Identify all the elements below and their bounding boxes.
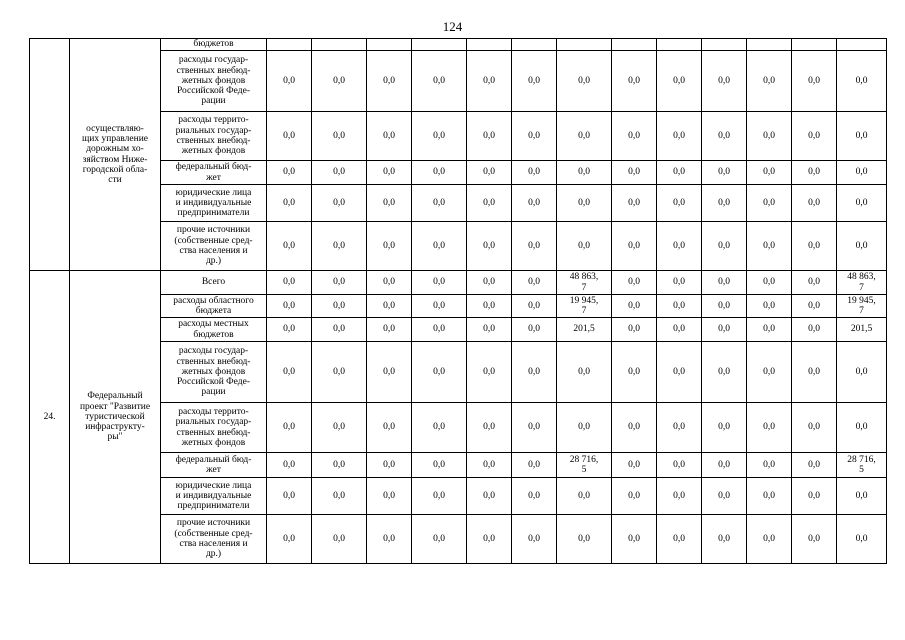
row-number-cell	[30, 39, 70, 271]
value-cell: 0,0	[747, 271, 792, 295]
value-cell: 28 716, 5	[557, 453, 612, 478]
value-cell: 0,0	[267, 112, 312, 161]
value-cell: 0,0	[412, 222, 467, 271]
value-cell: 0,0	[267, 185, 312, 222]
value-cell: 0,0	[312, 478, 367, 515]
value-cell: 0,0	[612, 515, 657, 564]
value-cell	[612, 39, 657, 51]
value-cell: 0,0	[612, 403, 657, 453]
value-cell: 0,0	[367, 185, 412, 222]
value-cell: 0,0	[612, 453, 657, 478]
value-cell: 0,0	[702, 185, 747, 222]
value-cell: 0,0	[312, 185, 367, 222]
value-cell: 0,0	[792, 478, 837, 515]
value-cell: 0,0	[657, 295, 702, 318]
value-cell	[312, 39, 367, 51]
value-cell: 0,0	[312, 271, 367, 295]
funding-source-cell: юридические лица и индивидуальные предприниматели	[161, 478, 267, 515]
value-cell: 0,0	[792, 318, 837, 342]
value-cell: 0,0	[367, 271, 412, 295]
value-cell: 0,0	[792, 271, 837, 295]
value-cell: 0,0	[412, 51, 467, 112]
value-cell: 0,0	[412, 318, 467, 342]
value-cell: 0,0	[312, 515, 367, 564]
value-cell: 0,0	[312, 403, 367, 453]
value-cell: 0,0	[267, 222, 312, 271]
description-cell: Федеральный проект "Развитие туристической инфраструкту- ры"	[70, 271, 161, 564]
value-cell: 0,0	[267, 478, 312, 515]
value-cell: 0,0	[747, 403, 792, 453]
value-cell	[837, 39, 887, 51]
value-cell: 0,0	[557, 51, 612, 112]
value-cell: 0,0	[412, 112, 467, 161]
funding-source-cell: Всего	[161, 271, 267, 295]
value-cell: 0,0	[512, 318, 557, 342]
value-cell: 0,0	[837, 403, 887, 453]
value-cell: 0,0	[792, 161, 837, 185]
value-cell: 0,0	[747, 295, 792, 318]
value-cell: 201,5	[557, 318, 612, 342]
value-cell: 0,0	[612, 112, 657, 161]
value-cell: 0,0	[702, 222, 747, 271]
value-cell: 0,0	[612, 271, 657, 295]
value-cell: 0,0	[367, 295, 412, 318]
value-cell: 0,0	[837, 112, 887, 161]
value-cell	[412, 39, 467, 51]
value-cell: 0,0	[792, 403, 837, 453]
value-cell: 0,0	[747, 112, 792, 161]
value-cell: 0,0	[557, 515, 612, 564]
value-cell	[512, 39, 557, 51]
value-cell: 0,0	[792, 295, 837, 318]
value-cell: 0,0	[792, 515, 837, 564]
value-cell: 0,0	[467, 161, 512, 185]
value-cell: 0,0	[512, 222, 557, 271]
value-cell: 0,0	[467, 515, 512, 564]
funding-source-cell: федеральный бюд- жет	[161, 453, 267, 478]
value-cell: 0,0	[657, 112, 702, 161]
value-cell: 0,0	[792, 342, 837, 403]
value-cell: 0,0	[312, 112, 367, 161]
value-cell: 19 945, 7	[837, 295, 887, 318]
value-cell: 0,0	[312, 161, 367, 185]
value-cell: 0,0	[312, 342, 367, 403]
value-cell: 0,0	[467, 185, 512, 222]
value-cell: 0,0	[367, 51, 412, 112]
value-cell: 0,0	[367, 478, 412, 515]
value-cell: 0,0	[702, 112, 747, 161]
value-cell: 0,0	[792, 453, 837, 478]
value-cell: 0,0	[792, 112, 837, 161]
value-cell: 0,0	[702, 295, 747, 318]
value-cell: 0,0	[412, 403, 467, 453]
value-cell: 0,0	[747, 161, 792, 185]
value-cell: 0,0	[412, 515, 467, 564]
value-cell	[367, 39, 412, 51]
value-cell: 0,0	[657, 403, 702, 453]
funding-source-cell: расходы террито- риальных государ- ственных внебюд- жетных фондов	[161, 112, 267, 161]
funding-source-cell: прочие источники (собственные сред- ства населения и др.)	[161, 222, 267, 271]
value-cell: 0,0	[837, 161, 887, 185]
value-cell: 0,0	[557, 161, 612, 185]
value-cell: 0,0	[512, 271, 557, 295]
value-cell: 0,0	[467, 112, 512, 161]
value-cell: 0,0	[837, 51, 887, 112]
value-cell: 0,0	[747, 342, 792, 403]
value-cell	[792, 39, 837, 51]
value-cell: 0,0	[657, 515, 702, 564]
value-cell: 0,0	[367, 161, 412, 185]
value-cell: 0,0	[657, 271, 702, 295]
value-cell: 201,5	[837, 318, 887, 342]
value-cell: 0,0	[267, 515, 312, 564]
value-cell: 0,0	[747, 222, 792, 271]
value-cell	[467, 39, 512, 51]
value-cell	[267, 39, 312, 51]
value-cell: 0,0	[412, 478, 467, 515]
value-cell: 0,0	[657, 51, 702, 112]
value-cell: 0,0	[702, 515, 747, 564]
value-cell: 0,0	[657, 453, 702, 478]
value-cell: 0,0	[612, 51, 657, 112]
value-cell: 0,0	[747, 515, 792, 564]
row-number-cell: 24.	[30, 271, 70, 564]
funding-source-cell: расходы государ- ственных внебюд- жетных фондов Российской Феде- рации	[161, 51, 267, 112]
value-cell: 0,0	[367, 515, 412, 564]
value-cell: 0,0	[512, 342, 557, 403]
value-cell: 0,0	[702, 318, 747, 342]
value-cell: 0,0	[412, 342, 467, 403]
value-cell: 0,0	[837, 222, 887, 271]
value-cell: 0,0	[702, 161, 747, 185]
value-cell: 0,0	[412, 295, 467, 318]
value-cell: 0,0	[267, 453, 312, 478]
value-cell: 0,0	[612, 161, 657, 185]
value-cell: 0,0	[557, 478, 612, 515]
value-cell: 0,0	[367, 318, 412, 342]
page-number: 124	[442, 19, 463, 34]
value-cell: 0,0	[747, 478, 792, 515]
value-cell: 0,0	[267, 271, 312, 295]
value-cell: 0,0	[467, 403, 512, 453]
value-cell: 0,0	[267, 403, 312, 453]
value-cell	[557, 39, 612, 51]
value-cell: 48 863, 7	[837, 271, 887, 295]
value-cell: 0,0	[792, 222, 837, 271]
value-cell: 0,0	[512, 515, 557, 564]
value-cell: 0,0	[557, 222, 612, 271]
value-cell: 0,0	[512, 403, 557, 453]
value-cell: 0,0	[612, 222, 657, 271]
value-cell: 0,0	[367, 112, 412, 161]
value-cell: 48 863, 7	[557, 271, 612, 295]
funding-source-cell: расходы террито- риальных государ- ственных внебюд- жетных фондов	[161, 403, 267, 453]
value-cell: 0,0	[612, 185, 657, 222]
value-cell: 0,0	[312, 318, 367, 342]
value-cell: 0,0	[702, 342, 747, 403]
value-cell: 0,0	[837, 515, 887, 564]
value-cell: 0,0	[612, 478, 657, 515]
value-cell: 0,0	[267, 295, 312, 318]
value-cell: 0,0	[412, 161, 467, 185]
value-cell: 0,0	[792, 185, 837, 222]
value-cell: 0,0	[702, 453, 747, 478]
value-cell	[702, 39, 747, 51]
value-cell: 0,0	[467, 453, 512, 478]
value-cell: 0,0	[837, 185, 887, 222]
value-cell: 0,0	[702, 51, 747, 112]
value-cell: 19 945, 7	[557, 295, 612, 318]
value-cell	[657, 39, 702, 51]
value-cell: 0,0	[467, 222, 512, 271]
value-cell: 0,0	[612, 318, 657, 342]
value-cell: 0,0	[512, 185, 557, 222]
value-cell: 0,0	[467, 318, 512, 342]
value-cell: 0,0	[657, 342, 702, 403]
value-cell: 0,0	[467, 271, 512, 295]
value-cell: 0,0	[312, 453, 367, 478]
value-cell: 0,0	[657, 185, 702, 222]
value-cell: 0,0	[412, 271, 467, 295]
value-cell: 0,0	[367, 342, 412, 403]
value-cell: 0,0	[412, 453, 467, 478]
value-cell: 0,0	[612, 342, 657, 403]
value-cell: 0,0	[837, 342, 887, 403]
value-cell: 0,0	[267, 161, 312, 185]
value-cell: 0,0	[557, 342, 612, 403]
value-cell: 0,0	[747, 453, 792, 478]
value-cell: 0,0	[512, 295, 557, 318]
value-cell: 0,0	[657, 161, 702, 185]
table-row	[30, 271, 887, 295]
value-cell: 0,0	[467, 51, 512, 112]
value-cell: 0,0	[557, 403, 612, 453]
value-cell: 0,0	[267, 342, 312, 403]
value-cell: 0,0	[512, 161, 557, 185]
value-cell: 0,0	[512, 51, 557, 112]
value-cell: 0,0	[612, 295, 657, 318]
table-body	[30, 39, 887, 564]
value-cell: 0,0	[267, 318, 312, 342]
value-cell: 0,0	[837, 478, 887, 515]
table-row	[30, 39, 887, 51]
value-cell: 0,0	[512, 453, 557, 478]
value-cell: 0,0	[557, 185, 612, 222]
value-cell: 0,0	[467, 478, 512, 515]
value-cell: 0,0	[747, 51, 792, 112]
value-cell: 0,0	[657, 222, 702, 271]
funding-source-cell: расходы местных бюджетов	[161, 318, 267, 342]
funding-source-cell: прочие источники (собственные сред- ства населения и др.)	[161, 515, 267, 564]
value-cell: 0,0	[312, 222, 367, 271]
funding-source-cell: юридические лица и индивидуальные предприниматели	[161, 185, 267, 222]
value-cell	[747, 39, 792, 51]
value-cell: 0,0	[312, 51, 367, 112]
value-cell: 0,0	[467, 342, 512, 403]
value-cell: 0,0	[312, 295, 367, 318]
value-cell: 0,0	[267, 51, 312, 112]
funding-source-cell: федеральный бюд- жет	[161, 161, 267, 185]
value-cell: 28 716, 5	[837, 453, 887, 478]
value-cell: 0,0	[747, 318, 792, 342]
funding-source-cell: бюджетов	[161, 39, 267, 51]
value-cell: 0,0	[412, 185, 467, 222]
value-cell: 0,0	[657, 478, 702, 515]
value-cell: 0,0	[467, 295, 512, 318]
funding-source-cell: расходы государ- ственных внебюд- жетных фондов Российской Феде- рации	[161, 342, 267, 403]
value-cell: 0,0	[702, 403, 747, 453]
value-cell: 0,0	[367, 222, 412, 271]
description-cell: осуществляю- щих управление дорожным хо- зяйством Ниже- городской обла- сти	[70, 39, 161, 271]
value-cell: 0,0	[512, 478, 557, 515]
value-cell: 0,0	[702, 271, 747, 295]
value-cell: 0,0	[657, 318, 702, 342]
value-cell: 0,0	[747, 185, 792, 222]
value-cell: 0,0	[792, 51, 837, 112]
value-cell: 0,0	[512, 112, 557, 161]
funding-source-cell: расходы областного бюджета	[161, 295, 267, 318]
value-cell: 0,0	[367, 453, 412, 478]
value-cell: 0,0	[557, 112, 612, 161]
budget-table	[29, 38, 887, 564]
value-cell: 0,0	[702, 478, 747, 515]
value-cell: 0,0	[367, 403, 412, 453]
